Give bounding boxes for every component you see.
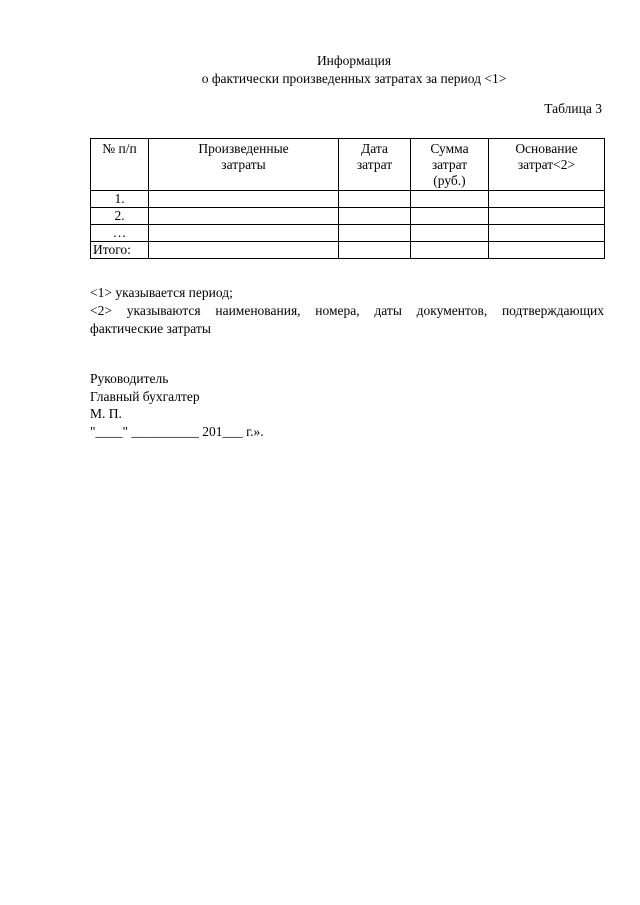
total-date — [339, 242, 411, 259]
footnotes — [90, 284, 604, 338]
row-amount — [411, 208, 489, 225]
row-basis — [489, 225, 605, 242]
header-amount-line-3: (руб.) — [433, 173, 466, 188]
header-basis-line-1: Основание — [515, 141, 578, 156]
header-amount-line-2: затрат — [431, 157, 468, 172]
header-basis-line-2: затрат<2> — [517, 157, 576, 172]
document-subtitle: о фактически произведенных затратах за период <1> — [201, 71, 507, 86]
row-date — [339, 208, 411, 225]
header-amount-line-1: Сумма — [430, 141, 469, 156]
row-basis — [489, 191, 605, 208]
row-basis — [489, 208, 605, 225]
total-label: Итого: — [91, 242, 149, 259]
table-caption: Таблица 3 — [544, 101, 602, 116]
costs-table — [90, 138, 605, 259]
footnote-1: <1> указывается период; — [90, 285, 233, 300]
header-basis — [489, 139, 605, 191]
row-costs — [149, 191, 339, 208]
document-title: Информация — [316, 53, 392, 68]
signature-block — [90, 370, 264, 440]
total-basis — [489, 242, 605, 259]
row-amount — [411, 191, 489, 208]
header-date-line-1: Дата — [361, 141, 388, 156]
signature-seal: М. П. — [90, 406, 122, 421]
header-costs-line-2: затраты — [221, 157, 266, 172]
header-costs-line-1: Произведенные — [198, 141, 289, 156]
row-number: 1. — [91, 191, 149, 208]
row-date — [339, 225, 411, 242]
table-row — [91, 225, 605, 242]
footnote-2: <2> указываются наименования, номера, даты документов, подтверждающих фактические затраты — [90, 303, 604, 336]
row-costs — [149, 208, 339, 225]
table-total-row — [91, 242, 605, 259]
row-number: 2. — [91, 208, 149, 225]
header-date-line-2: затрат — [356, 157, 393, 172]
document-page — [90, 52, 604, 439]
row-number: … — [91, 225, 149, 242]
header-amount — [411, 139, 489, 191]
signature-date-line: "____" __________ 201___ г.». — [90, 423, 264, 439]
header-number — [91, 139, 149, 191]
total-costs — [149, 242, 339, 259]
row-amount — [411, 225, 489, 242]
row-costs — [149, 225, 339, 242]
header-number-line: № п/п — [102, 141, 137, 156]
signature-head: Руководитель — [90, 371, 169, 386]
table-header-row — [91, 139, 605, 191]
table-row — [91, 208, 605, 225]
header-costs — [149, 139, 339, 191]
header-date — [339, 139, 411, 191]
total-amount — [411, 242, 489, 259]
signature-chief-accountant: Главный бухгалтер — [90, 388, 200, 404]
row-date — [339, 191, 411, 208]
table-row — [91, 191, 605, 208]
